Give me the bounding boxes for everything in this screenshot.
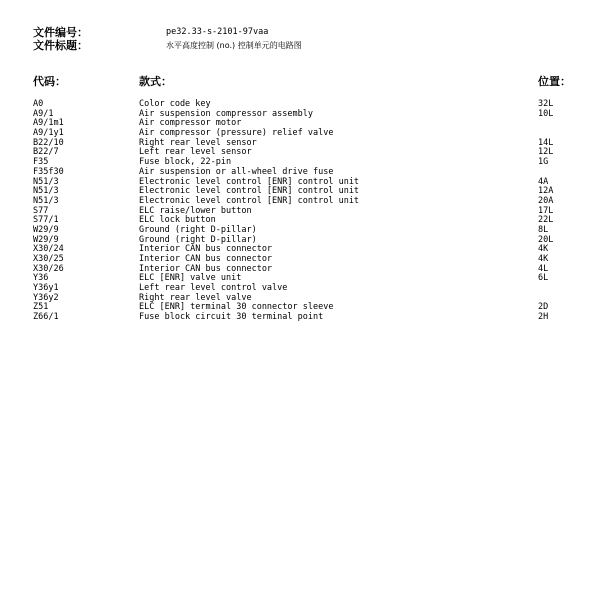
parts-position: [538, 119, 588, 129]
parts-code: A9/1m1: [33, 118, 64, 129]
column-header-code: 代码：: [33, 75, 66, 88]
doc-title-value: 水平高度控制 (no.) 控制单元的电路图: [166, 41, 302, 50]
parts-position: 6L: [538, 273, 549, 284]
parts-description: Ground (right D-pillar): [139, 234, 257, 245]
parts-code: B22/7: [33, 147, 59, 158]
parts-position: 20A: [538, 195, 554, 206]
parts-code: X30/25: [33, 254, 64, 264]
parts-code: N51/3: [33, 186, 59, 197]
parts-position: 14L: [538, 137, 554, 148]
parts-position: 4L: [538, 263, 549, 274]
parts-description: Air suspension compressor assembly: [139, 108, 313, 119]
parts-position: [538, 284, 588, 294]
code-column: [33, 100, 133, 323]
parts-position: 4A: [538, 176, 549, 187]
parts-description: Fuse block circuit 30 terminal point: [139, 312, 324, 323]
parts-position: 32L: [538, 99, 554, 109]
parts-position: 20L: [538, 234, 554, 245]
parts-description: ELC [ENR] terminal 30 connector sleeve: [139, 302, 334, 313]
parts-code: B22/10: [33, 137, 64, 148]
parts-description: Interior CAN bus connector: [139, 244, 273, 255]
parts-description: Color code key: [139, 99, 211, 109]
parts-position: 8L: [538, 224, 549, 235]
parts-position: 4K: [538, 254, 549, 264]
parts-description: Right rear level valve: [139, 292, 252, 303]
parts-position: 1G: [538, 157, 549, 168]
column-header-description: 款式：: [139, 75, 172, 88]
parts-position: 22L: [538, 215, 554, 226]
parts-code: W29/9: [33, 224, 59, 235]
description-column: [139, 100, 519, 323]
parts-position: 4K: [538, 244, 549, 255]
parts-code: N51/3: [33, 195, 59, 206]
parts-description: ELC lock button: [139, 215, 216, 226]
parts-code: Y36y1: [33, 283, 59, 294]
parts-description: ELC [ENR] valve unit: [139, 273, 242, 284]
parts-code: A9/1: [33, 108, 54, 119]
parts-code: S77/1: [33, 215, 59, 226]
parts-code: Y36: [33, 273, 49, 284]
parts-description: Air compressor motor: [139, 118, 242, 129]
parts-description: Air suspension or all-wheel drive fuse: [139, 166, 334, 177]
parts-code: X30/26: [33, 263, 64, 274]
parts-code: Z66/1: [33, 312, 59, 323]
parts-position: 2D: [538, 302, 549, 313]
parts-code: W29/9: [33, 234, 59, 245]
parts-description: Electronic level control [ENR] control unit: [139, 195, 360, 206]
parts-code: A0: [33, 99, 44, 109]
parts-description: Left rear level sensor: [139, 147, 252, 158]
parts-code: X30/24: [33, 244, 64, 255]
parts-code: A9/1y1: [33, 128, 64, 139]
parts-description: ELC raise/lower button: [139, 205, 252, 216]
column-header-position: 位置：: [538, 75, 571, 88]
parts-code: S77: [33, 205, 49, 216]
parts-position: 2H: [538, 312, 549, 323]
doc-number-value: pe32.33-s-2101-97vaa: [166, 27, 269, 37]
parts-code: F35: [33, 157, 49, 168]
doc-title-label: 文件标题：: [33, 39, 88, 52]
parts-position: 10L: [538, 108, 554, 119]
parts-description: Right rear level sensor: [139, 137, 257, 148]
parts-description: Electronic level control [ENR] control unit: [139, 186, 360, 197]
parts-position: 17L: [538, 205, 554, 216]
parts-description: Air compressor (pressure) relief valve: [139, 128, 334, 139]
parts-position: 12A: [538, 186, 554, 197]
parts-description: Electronic level control [ENR] control unit: [139, 176, 360, 187]
parts-description: Interior CAN bus connector: [139, 254, 273, 264]
parts-code: N51/3: [33, 176, 59, 187]
parts-description: Fuse block, 22-pin: [139, 157, 232, 168]
parts-position: 12L: [538, 147, 554, 158]
parts-code: Z51: [33, 302, 49, 313]
parts-code: Y36y2: [33, 292, 59, 303]
parts-description: Interior CAN bus connector: [139, 263, 273, 274]
position-column: [538, 100, 588, 323]
parts-description: Ground (right D-pillar): [139, 224, 257, 235]
parts-description: Left rear level control valve: [139, 283, 288, 294]
doc-number-label: 文件编号：: [33, 26, 88, 39]
parts-code: F35f30: [33, 166, 64, 177]
